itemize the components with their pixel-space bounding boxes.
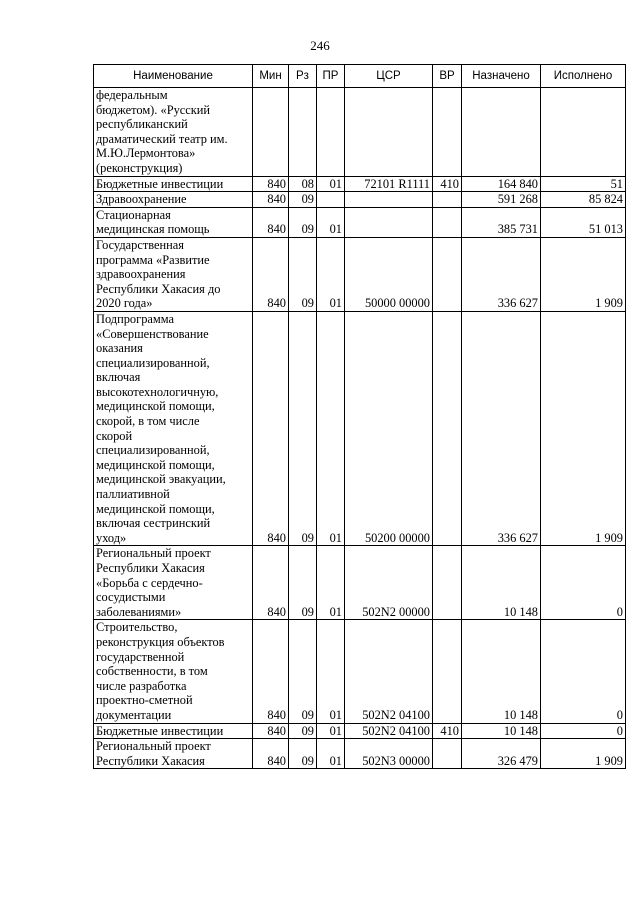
cell-name: Подпрограмма «Совершенствование оказания специализированной, включая высокотехнологичную, медицинской помощи, скорой, в том числе скорой специализированной, медицинской помощи, медицинской эвакуации, паллиативной медицинской помощи, включая сестринский уход»	[94, 311, 253, 546]
cell-assigned: 336 627	[462, 311, 541, 546]
cell-pr	[317, 88, 345, 177]
cell-rz: 09	[289, 192, 317, 208]
cell-vr	[433, 739, 462, 769]
cell-min: 840	[253, 546, 289, 620]
cell-name: Здравоохранение	[94, 192, 253, 208]
table-row	[94, 207, 626, 237]
header-csr: ЦСР	[345, 65, 433, 88]
cell-min: 840	[253, 620, 289, 723]
cell-pr: 01	[317, 620, 345, 723]
cell-csr: 72101 R1111	[345, 176, 433, 192]
budget-table	[93, 64, 626, 769]
cell-rz: 09	[289, 620, 317, 723]
cell-executed: 0	[541, 546, 626, 620]
cell-name: Бюджетные инвестиции	[94, 723, 253, 739]
cell-min: 840	[253, 311, 289, 546]
cell-csr: 50200 00000	[345, 311, 433, 546]
cell-assigned: 591 268	[462, 192, 541, 208]
cell-rz: 09	[289, 311, 317, 546]
cell-executed: 85 824	[541, 192, 626, 208]
cell-csr: 502N2 00000	[345, 546, 433, 620]
table-row	[94, 176, 626, 192]
header-executed: Исполнено	[541, 65, 626, 88]
cell-csr: 502N2 04100	[345, 723, 433, 739]
cell-assigned: 164 840	[462, 176, 541, 192]
cell-vr	[433, 546, 462, 620]
cell-vr	[433, 311, 462, 546]
cell-pr: 01	[317, 311, 345, 546]
header-min: Мин	[253, 65, 289, 88]
cell-csr	[345, 207, 433, 237]
cell-min: 840	[253, 176, 289, 192]
header-row	[94, 65, 626, 88]
cell-rz: 09	[289, 237, 317, 311]
cell-pr: 01	[317, 739, 345, 769]
cell-assigned: 10 148	[462, 723, 541, 739]
cell-csr: 50000 00000	[345, 237, 433, 311]
table-row	[94, 237, 626, 311]
cell-rz: 09	[289, 739, 317, 769]
cell-assigned	[462, 88, 541, 177]
cell-min: 840	[253, 237, 289, 311]
cell-assigned: 385 731	[462, 207, 541, 237]
cell-assigned: 336 627	[462, 237, 541, 311]
cell-pr: 01	[317, 723, 345, 739]
table-row	[94, 192, 626, 208]
cell-assigned: 326 479	[462, 739, 541, 769]
cell-vr	[433, 88, 462, 177]
cell-min	[253, 88, 289, 177]
cell-rz: 08	[289, 176, 317, 192]
cell-executed: 51	[541, 176, 626, 192]
header-vr: ВР	[433, 65, 462, 88]
cell-name: Региональный проект Республики Хакасия «Борьба с сердечно- сосудистыми заболеваниями»	[94, 546, 253, 620]
table-row	[94, 620, 626, 723]
cell-name: федеральным бюджетом). «Русский республиканский драматический театр им. М.Ю.Лермонтова» (реконструкция)	[94, 88, 253, 177]
cell-executed: 0	[541, 620, 626, 723]
cell-csr: 502N2 04100	[345, 620, 433, 723]
table-row	[94, 546, 626, 620]
cell-vr: 410	[433, 723, 462, 739]
header-rz: Рз	[289, 65, 317, 88]
header-assigned: Назначено	[462, 65, 541, 88]
cell-executed: 0	[541, 723, 626, 739]
cell-name: Строительство, реконструкция объектов государственной собственности, в том числе разработка проектно-сметной документации	[94, 620, 253, 723]
cell-min: 840	[253, 207, 289, 237]
cell-assigned: 10 148	[462, 546, 541, 620]
cell-pr: 01	[317, 546, 345, 620]
cell-name: Стационарная медицинская помощь	[94, 207, 253, 237]
cell-pr: 01	[317, 237, 345, 311]
cell-executed: 1 909	[541, 237, 626, 311]
cell-name: Государственная программа «Развитие здравоохранения Республики Хакасия до 2020 года»	[94, 237, 253, 311]
table-row	[94, 88, 626, 177]
cell-executed	[541, 88, 626, 177]
cell-executed: 1 909	[541, 739, 626, 769]
cell-name: Бюджетные инвестиции	[94, 176, 253, 192]
cell-rz: 09	[289, 723, 317, 739]
cell-pr	[317, 192, 345, 208]
table-row	[94, 311, 626, 546]
cell-min: 840	[253, 739, 289, 769]
cell-vr	[433, 207, 462, 237]
cell-vr	[433, 192, 462, 208]
cell-name: Региональный проект Республики Хакасия	[94, 739, 253, 769]
page-number: 246	[310, 38, 330, 53]
cell-min: 840	[253, 723, 289, 739]
header-pr: ПР	[317, 65, 345, 88]
cell-executed: 51 013	[541, 207, 626, 237]
cell-vr: 410	[433, 176, 462, 192]
table-row	[94, 723, 626, 739]
header-name: Наименование	[94, 65, 253, 88]
cell-vr	[433, 237, 462, 311]
cell-pr: 01	[317, 207, 345, 237]
cell-assigned: 10 148	[462, 620, 541, 723]
cell-vr	[433, 620, 462, 723]
cell-rz	[289, 88, 317, 177]
cell-csr: 502N3 00000	[345, 739, 433, 769]
cell-pr: 01	[317, 176, 345, 192]
cell-csr	[345, 192, 433, 208]
cell-min: 840	[253, 192, 289, 208]
cell-rz: 09	[289, 207, 317, 237]
cell-executed: 1 909	[541, 311, 626, 546]
cell-csr	[345, 88, 433, 177]
cell-rz: 09	[289, 546, 317, 620]
table-row	[94, 739, 626, 769]
